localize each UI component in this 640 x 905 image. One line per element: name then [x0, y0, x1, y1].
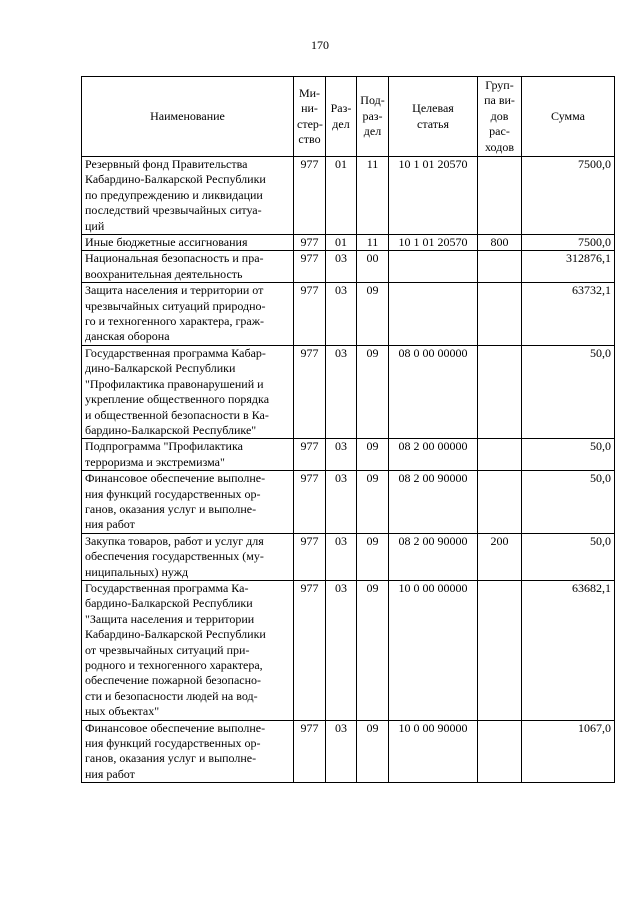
cell-ministry: 977: [294, 157, 326, 235]
cell-razdel: 01: [326, 235, 357, 251]
table-row: [82, 720, 615, 783]
cell-ministry: 977: [294, 235, 326, 251]
header-razdel: Раз- дел: [326, 77, 357, 157]
header-expense-group: Груп- па ви- дов рас- ходов: [478, 77, 522, 157]
table-header: [82, 77, 615, 157]
cell-ministry: 977: [294, 345, 326, 438]
cell-group: 800: [478, 235, 522, 251]
cell-sum: 312876,1: [522, 251, 615, 283]
header-name: Наименование: [82, 77, 294, 157]
header-row: [82, 77, 615, 157]
cell-sum: 7500,0: [522, 157, 615, 235]
table-row: [82, 251, 615, 283]
cell-sum: 50,0: [522, 471, 615, 534]
cell-group: 200: [478, 533, 522, 580]
header-target-article: Целевая статья: [389, 77, 478, 157]
cell-name: Государственная программа Ка- бардино-Балкарской Республики "Защита населения и территории Кабардино-Балкарской Республики от чрезвычайных ситуаций при- родного и техногенного характера, обеспечение пожарной безопасно- сти и безопасности людей на вод- ных объектах": [82, 580, 294, 720]
cell-target: 08 2 00 00000: [389, 439, 478, 471]
cell-name: Национальная безопасность и пра- воохранительная деятельность: [82, 251, 294, 283]
table-row: [82, 283, 615, 346]
table-row: [82, 345, 615, 438]
cell-group: [478, 720, 522, 783]
cell-target: [389, 251, 478, 283]
cell-group: [478, 283, 522, 346]
cell-razdel: 03: [326, 580, 357, 720]
cell-sum: 50,0: [522, 345, 615, 438]
cell-podrazdel: 09: [357, 345, 389, 438]
table-row: [82, 235, 615, 251]
header-sum: Сумма: [522, 77, 615, 157]
cell-group: [478, 580, 522, 720]
header-ministry: Ми- ни- стер- ство: [294, 77, 326, 157]
cell-podrazdel: 09: [357, 720, 389, 783]
table-body: [82, 157, 615, 783]
cell-podrazdel: 09: [357, 471, 389, 534]
cell-ministry: 977: [294, 720, 326, 783]
header-podrazdel: Под- раз- дел: [357, 77, 389, 157]
cell-ministry: 977: [294, 580, 326, 720]
table-row: [82, 439, 615, 471]
cell-sum: 63732,1: [522, 283, 615, 346]
cell-target: 10 1 01 20570: [389, 235, 478, 251]
cell-razdel: 03: [326, 533, 357, 580]
cell-target: 10 1 01 20570: [389, 157, 478, 235]
cell-name: Закупка товаров, работ и услуг для обеспечения государственных (му- ниципальных) нужд: [82, 533, 294, 580]
cell-sum: 7500,0: [522, 235, 615, 251]
budget-table: [81, 76, 615, 783]
cell-target: 10 0 00 00000: [389, 580, 478, 720]
cell-podrazdel: 11: [357, 235, 389, 251]
cell-podrazdel: 00: [357, 251, 389, 283]
cell-razdel: 01: [326, 157, 357, 235]
cell-group: [478, 345, 522, 438]
cell-group: [478, 471, 522, 534]
cell-podrazdel: 09: [357, 580, 389, 720]
cell-sum: 1067,0: [522, 720, 615, 783]
cell-ministry: 977: [294, 439, 326, 471]
cell-podrazdel: 09: [357, 439, 389, 471]
cell-podrazdel: 11: [357, 157, 389, 235]
cell-name: Государственная программа Кабар- дино-Балкарской Республики "Профилактика правонарушений и укрепление общественного порядка и общественной безопасности в Ка- бардино-Балкарской Республике": [82, 345, 294, 438]
cell-razdel: 03: [326, 471, 357, 534]
cell-ministry: 977: [294, 471, 326, 534]
cell-ministry: 977: [294, 283, 326, 346]
cell-group: [478, 439, 522, 471]
table-row: [82, 533, 615, 580]
cell-target: 08 2 00 90000: [389, 533, 478, 580]
cell-name: Подпрограмма "Профилактика терроризма и экстремизма": [82, 439, 294, 471]
cell-name: Резервный фонд Правительства Кабардино-Балкарской Республики по предупреждению и ликвидации последствий чрезвычайных ситуа- ций: [82, 157, 294, 235]
cell-razdel: 03: [326, 251, 357, 283]
cell-razdel: 03: [326, 345, 357, 438]
cell-ministry: 977: [294, 251, 326, 283]
cell-target: [389, 283, 478, 346]
cell-group: [478, 251, 522, 283]
cell-group: [478, 157, 522, 235]
cell-name: Защита населения и территории от чрезвычайных ситуаций природно- го и техногенного характера, граж- данская оборона: [82, 283, 294, 346]
table-row: [82, 580, 615, 720]
cell-sum: 63682,1: [522, 580, 615, 720]
cell-target: 08 2 00 90000: [389, 471, 478, 534]
table-row: [82, 471, 615, 534]
cell-razdel: 03: [326, 439, 357, 471]
cell-name: Финансовое обеспечение выполне- ния функций государственных ор- ганов, оказания услуг и выполне- ния работ: [82, 471, 294, 534]
cell-target: 10 0 00 90000: [389, 720, 478, 783]
cell-name: Финансовое обеспечение выполне- ния функций государственных ор- ганов, оказания услуг и выполне- ния работ: [82, 720, 294, 783]
table-row: [82, 157, 615, 235]
cell-podrazdel: 09: [357, 533, 389, 580]
page-number: 170: [311, 38, 329, 52]
cell-razdel: 03: [326, 283, 357, 346]
cell-target: 08 0 00 00000: [389, 345, 478, 438]
cell-sum: 50,0: [522, 439, 615, 471]
cell-sum: 50,0: [522, 533, 615, 580]
cell-name: Иные бюджетные ассигнования: [82, 235, 294, 251]
cell-razdel: 03: [326, 720, 357, 783]
cell-ministry: 977: [294, 533, 326, 580]
cell-podrazdel: 09: [357, 283, 389, 346]
